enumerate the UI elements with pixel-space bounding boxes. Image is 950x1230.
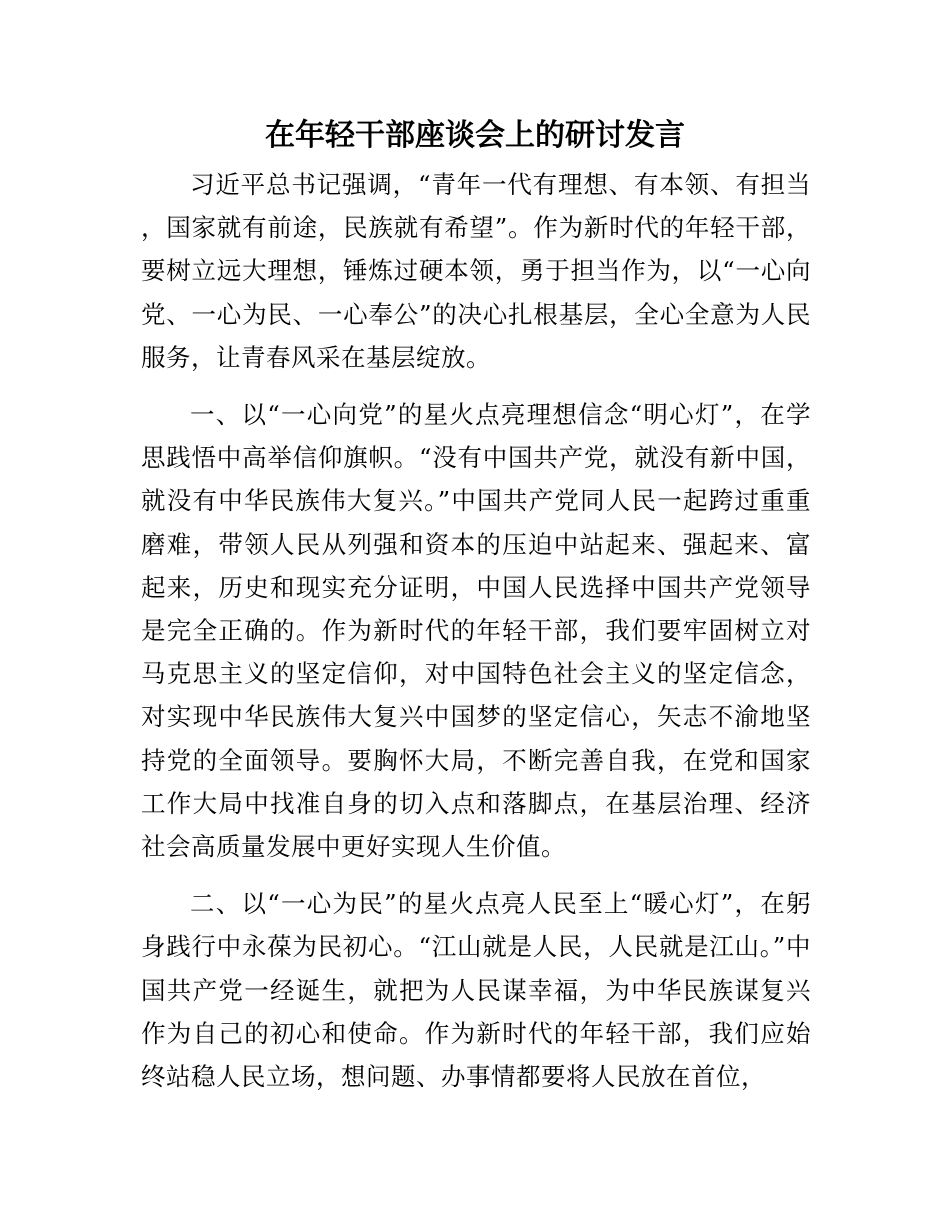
paragraph-intro: 习近平总书记强调，“青年一代有理想、有本领、有担当，国家就有前途，民族就有希望”。作为新时代的年轻干部，要树立远大理想，锤炼过硬本领，勇于担当作为，以“一心向党、一心为民、一心奉公”的决心扎根基层，全心全意为人民服务，让青春风采在基层绽放。 [141,170,811,372]
paragraph-section-one: 一、以“一心向党”的星火点亮理想信念“明心灯”，在学思践悟中高举信仰旗帜。“没有中国共产党，就没有新中国，就没有中华民族伟大复兴。”中国共产党同人民一起跨过重重磨难，带领人民从列强和资本的压迫中站起来、强起来、富起来，历史和现实充分证明，中国人民选择中国共产党领导是完全正确的。作为新时代的年轻干部，我们要牢固树立对马克思主义的坚定信仰，对中国特色社会主义的坚定信念，对实现中华民族伟大复兴中国梦的坚定信心，矢志不渝地坚持党的全面领导。要胸怀大局，不断完善自我，在党和国家工作大局中找准自身的切入点和落脚点，在基层治理、经济社会高质量发展中更好实现人生价值。 [141,400,811,862]
document-title: 在年轻干部座谈会上的研讨发言 [265,118,685,153]
document-body [141,163,811,1112]
paragraph-section-two: 二、以“一心为民”的星火点亮人民至上“暖心灯”，在躬身践行中永葆为民初心。“江山就是人民，人民就是江山。”中国共产党一经诞生，就把为人民谋幸福，为中华民族谋复兴作为自己的初心和使命。作为新时代的年轻干部，我们应始终站稳人民立场，想问题、办事情都要将人民放在首位， [141,889,811,1092]
